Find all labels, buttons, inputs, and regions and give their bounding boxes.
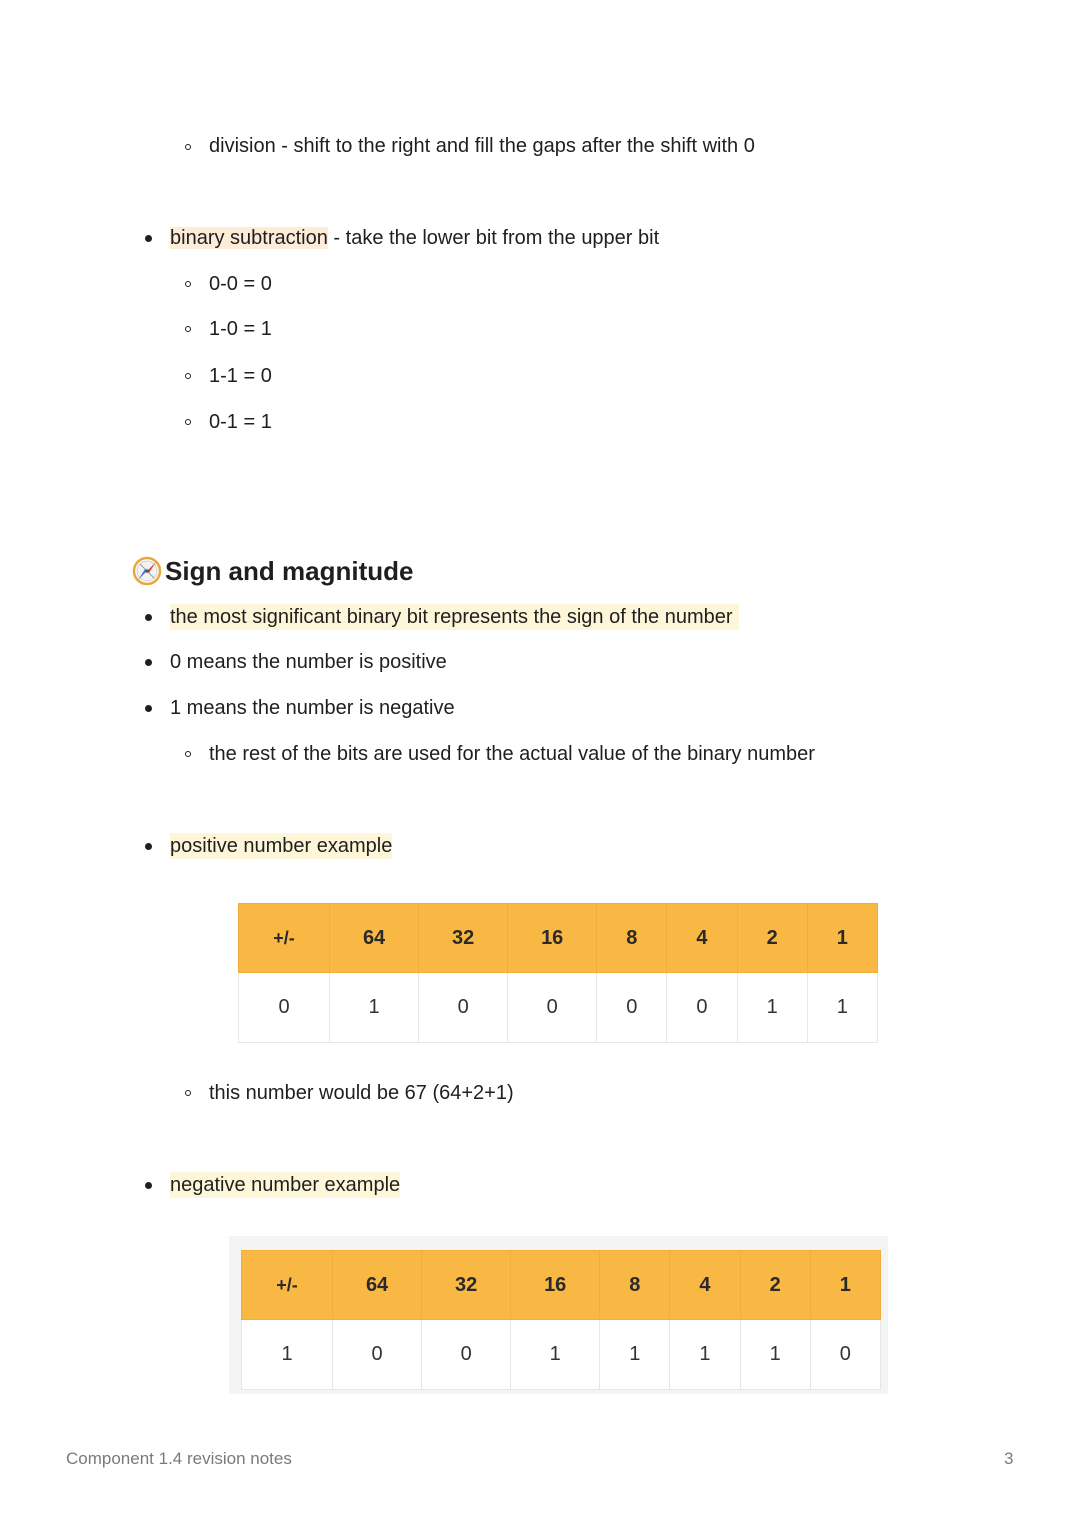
- sign-point-positive: 0 means the number is positive: [170, 651, 447, 673]
- bit-cell: 1: [740, 1320, 810, 1390]
- place-value-cell: 2: [740, 1251, 810, 1320]
- footer-title: Component 1.4 revision notes: [66, 1449, 292, 1468]
- section-heading: Sign and magnitude: [165, 556, 414, 586]
- place-value-cell: 8: [600, 1251, 670, 1320]
- place-value-cell: 1: [810, 1251, 880, 1320]
- bit-cell: 0: [422, 1320, 511, 1390]
- place-value-cell: 16: [511, 1251, 600, 1320]
- sub-bullet-marker: [185, 1090, 191, 1096]
- bit-cell: 1: [330, 973, 419, 1043]
- sign-sub-point: the rest of the bits are used for the actual value of the binary number: [209, 743, 815, 765]
- negative-example-label: negative number example: [170, 1174, 401, 1196]
- place-value-cell: 32: [422, 1251, 511, 1320]
- bit-cell: 1: [600, 1320, 670, 1390]
- bit-cell: 0: [810, 1320, 880, 1390]
- bit-cell: 0: [508, 973, 597, 1043]
- subtraction-rule: 0-1 = 1: [209, 411, 272, 433]
- bit-cell: 1: [807, 973, 877, 1043]
- sub-bullet-marker: [185, 144, 191, 150]
- negative-bit-table: [241, 1250, 881, 1390]
- bullet-marker: [145, 235, 152, 242]
- bit-cell: 0: [333, 1320, 422, 1390]
- sign-point-negative: 1 means the number is negative: [170, 697, 455, 719]
- place-value-cell: 1: [807, 904, 877, 973]
- subtraction-description: - take the lower bit from the upper bit: [327, 227, 660, 249]
- place-value-cell: 32: [419, 904, 508, 973]
- bit-cell: 1: [670, 1320, 740, 1390]
- positive-example-label: positive number example: [170, 835, 393, 857]
- bit-cell: 0: [239, 973, 330, 1043]
- place-value-row: [242, 1251, 881, 1320]
- subtraction-rule: 1-0 = 1: [209, 318, 272, 340]
- subtraction-rule: 1-1 = 0: [209, 365, 272, 387]
- place-value-cell: 64: [333, 1251, 422, 1320]
- sub-bullet-marker: [185, 419, 191, 425]
- sub-bullet-marker: [185, 281, 191, 287]
- bullet-marker: [145, 614, 152, 621]
- bit-value-row: [239, 973, 878, 1043]
- place-value-cell: 4: [667, 904, 737, 973]
- sub-bullet-marker: [185, 751, 191, 757]
- subtraction-term: binary subtraction: [170, 227, 328, 249]
- positive-bit-table: [238, 903, 878, 1043]
- bit-cell: 0: [597, 973, 667, 1043]
- bit-cell: 1: [737, 973, 807, 1043]
- sub-bullet-marker: [185, 326, 191, 332]
- place-value-cell: 16: [508, 904, 597, 973]
- bit-cell: 0: [667, 973, 737, 1043]
- place-value-cell: 8: [597, 904, 667, 973]
- place-value-cell: 4: [670, 1251, 740, 1320]
- place-value-cell: +/-: [242, 1251, 333, 1320]
- bullet-marker: [145, 705, 152, 712]
- place-value-cell: 2: [737, 904, 807, 973]
- bit-cell: 0: [419, 973, 508, 1043]
- bullet-marker: [145, 1182, 152, 1189]
- bit-value-row: [242, 1320, 881, 1390]
- bit-cell: 1: [511, 1320, 600, 1390]
- place-value-cell: +/-: [239, 904, 330, 973]
- place-value-cell: 64: [330, 904, 419, 973]
- compass-icon: [132, 556, 162, 586]
- subtraction-rule: 0-0 = 0: [209, 273, 272, 295]
- bullet-marker: [145, 659, 152, 666]
- sign-point-msb: the most significant binary bit represents the sign of the number: [170, 604, 739, 630]
- page-number: 3: [1004, 1449, 1014, 1468]
- division-text: division - shift to the right and fill the gaps after the shift with 0: [209, 135, 755, 157]
- sub-bullet-marker: [185, 373, 191, 379]
- place-value-row: [239, 904, 878, 973]
- subtraction-item: [170, 225, 659, 251]
- bit-cell: 1: [242, 1320, 333, 1390]
- bullet-marker: [145, 843, 152, 850]
- positive-example-note: this number would be 67 (64+2+1): [209, 1082, 514, 1104]
